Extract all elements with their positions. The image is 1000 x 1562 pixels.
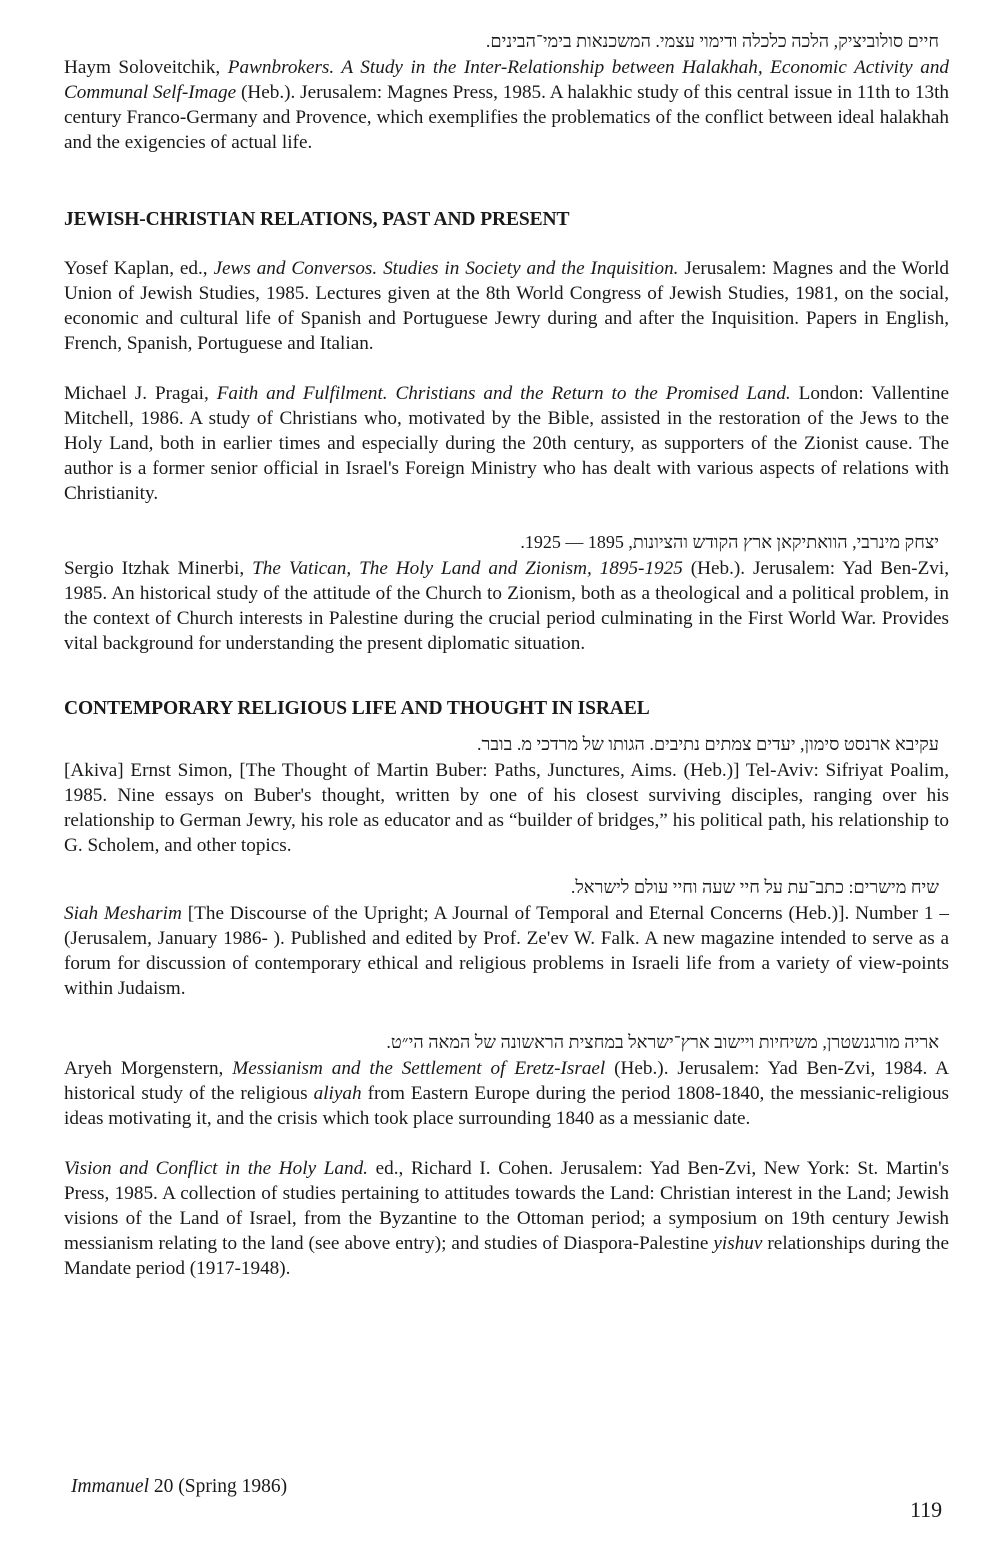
author: Aryeh Morgenstern,	[64, 1058, 224, 1079]
journal-name: Immanuel	[71, 1476, 149, 1497]
hebrew-citation: יצחק מינרבי, הוואתיקאן ארץ הקודש והציונות, 1895 — 1925.	[520, 532, 939, 552]
journal-issue: 20 (Spring 1986)	[153, 1476, 288, 1497]
book-title: Vision and Conflict in the Holy Land.	[64, 1158, 368, 1179]
page-body	[64, 30, 949, 1281]
book-title: Jews and Conversos. Studies in Society and the Inquisition.	[213, 258, 679, 279]
author: Michael J. Pragai,	[64, 383, 209, 404]
description: London: Vallentine Mitchell, 1986. A study of Christians who, motivated by the Bible, assisted in the restoration of the Jews to the Holy Land, both in earlier times and especially during the 20th century, as supporters of the Zionist cause. The author is a former senior official in Israel's Foreign Ministry who has dealt with various aspects of relations with Christianity.	[64, 383, 950, 504]
journal-footer	[71, 1474, 287, 1499]
entry-soloveitchik	[64, 30, 949, 155]
page-number: 119	[910, 1497, 943, 1522]
description: Jerusalem: Magnes and the World Union of Jewish Studies, 1985. Lectures given at the 8th World Congress of Jewish Studies, 1981, on the social, economic and cultural life of Spanish and Portuguese Jewry during and after the Inquisition. Papers in English, French, Spanish, Portuguese and Italian.	[64, 258, 950, 354]
entry-text	[64, 556, 949, 656]
section-heading-jewish-christian: JEWISH-CHRISTIAN RELATIONS, PAST AND PRESENT	[64, 209, 570, 230]
book-title: Pawnbrokers. A Study in the Inter-Relationship between Halakhah, Economic Activity and Communal Self-Image	[64, 57, 950, 103]
book-title: The Vatican, The Holy Land and Zionism, 1895-1925	[252, 558, 683, 579]
term-italic: aliyah	[313, 1083, 362, 1104]
hebrew-citation: שיח מישרים: כתב־עת על חיי שעה וחיי עולם לישראל.	[570, 877, 939, 897]
term-italic: yishuv	[713, 1233, 763, 1254]
description-a: (Heb.). Jerusalem: Yad Ben-Zvi, 1984. A historical study of the religious	[64, 1058, 950, 1104]
entry-morgenstern	[64, 1031, 949, 1131]
book-title: Messianism and the Settlement of Eretz-Israel	[232, 1058, 606, 1079]
entry-text	[64, 901, 949, 1001]
description: (Heb.). Jerusalem: Magnes Press, 1985. A halakhic study of this central issue in 11th to 13th century Franco-Germany and Provence, which exemplifies the problematics of the conflict between ideal halakhah and the exigencies of actual life.	[64, 82, 949, 153]
entry-siah-mesharim	[64, 876, 949, 1001]
entry-text: [Akiva] Ernst Simon, [The Thought of Martin Buber: Paths, Junctures, Aims. (Heb.)] Tel-Aviv: Sifriyat Poalim, 1985. Nine essays on Buber's thought, written by one of his closest surviving disciples, ranging over his relationship to German Jewry, his role as educator and as “builder of bridges,” his political path, his relationship to G. Scholem, and other topics.	[64, 760, 949, 856]
description-a: ed., Richard I. Cohen. Jerusalem: Yad Ben-Zvi, New York: St. Martin's Press, 1985. A collection of studies pertaining to attitudes towards the Land: Christian interest in the Land; Jewish visions of the Land of Israel, from the Byzantine to the Ottoman period; a symposium on 19th century Jewish messianism relating to the land (see above entry); and studies of Diaspora-Palestine	[64, 1158, 950, 1254]
description: (Heb.). Jerusalem: Yad Ben-Zvi, 1985. An historical study of the attitude of the Church to Zionism, both as a theological and a political problem, in the context of Church interests in Palestine during the crucial period culminating in the First World War. Provides vital background for understanding the present diplomatic situation.	[64, 558, 950, 654]
author: Sergio Itzhak Minerbi,	[64, 558, 245, 579]
description: [The Discourse of the Upright; A Journal of Temporal and Eternal Concerns (Heb.)]. Number 1 – (Jerusalem, January 1986- ). Published and edited by Prof. Ze'ev W. Falk. A new magazine intended to serve as a forum for discussion of contemporary ethical and religious problems in Israeli life from a variety of view-points within Judaism.	[64, 903, 950, 999]
hebrew-citation: עקיבא ארנסט סימון, יעדים צמתים נתיבים. הגותו של מרדכי מ. בובר.	[477, 734, 939, 754]
author: Yosef Kaplan, ed.,	[64, 258, 208, 279]
section-heading-contemporary: CONTEMPORARY RELIGIOUS LIFE AND THOUGHT IN ISRAEL	[64, 698, 650, 719]
description-b: from Eastern Europe during the period 1808-1840, the messianic-religious ideas motivating it, and the crisis which took place surrounding 1840 as a messianic date.	[64, 1083, 950, 1129]
journal-title: Siah Mesharim	[64, 903, 182, 924]
author: Haym Soloveitchik,	[64, 57, 221, 78]
entry-vision-conflict	[64, 1156, 949, 1281]
entry-text	[64, 55, 949, 155]
entry-text	[64, 1056, 949, 1131]
entry-pragai	[64, 381, 949, 506]
hebrew-citation: אריה מורגנשטרן, משיחיות ויישוב ארץ־ישראל במחצית הראשונה של המאה הי״ט.	[386, 1032, 939, 1052]
hebrew-citation: חיים סולוביציק, הלכה כלכלה ודימוי עצמי. המשכנאות בימי־הבינים.	[485, 31, 939, 51]
entry-minerbi	[64, 531, 949, 656]
book-title: Faith and Fulfilment. Christians and the Return to the Promised Land.	[216, 383, 791, 404]
description-b: relationships during the Mandate period (1917-1948).	[64, 1233, 950, 1279]
entry-simon	[64, 733, 949, 858]
entry-kaplan	[64, 256, 949, 356]
